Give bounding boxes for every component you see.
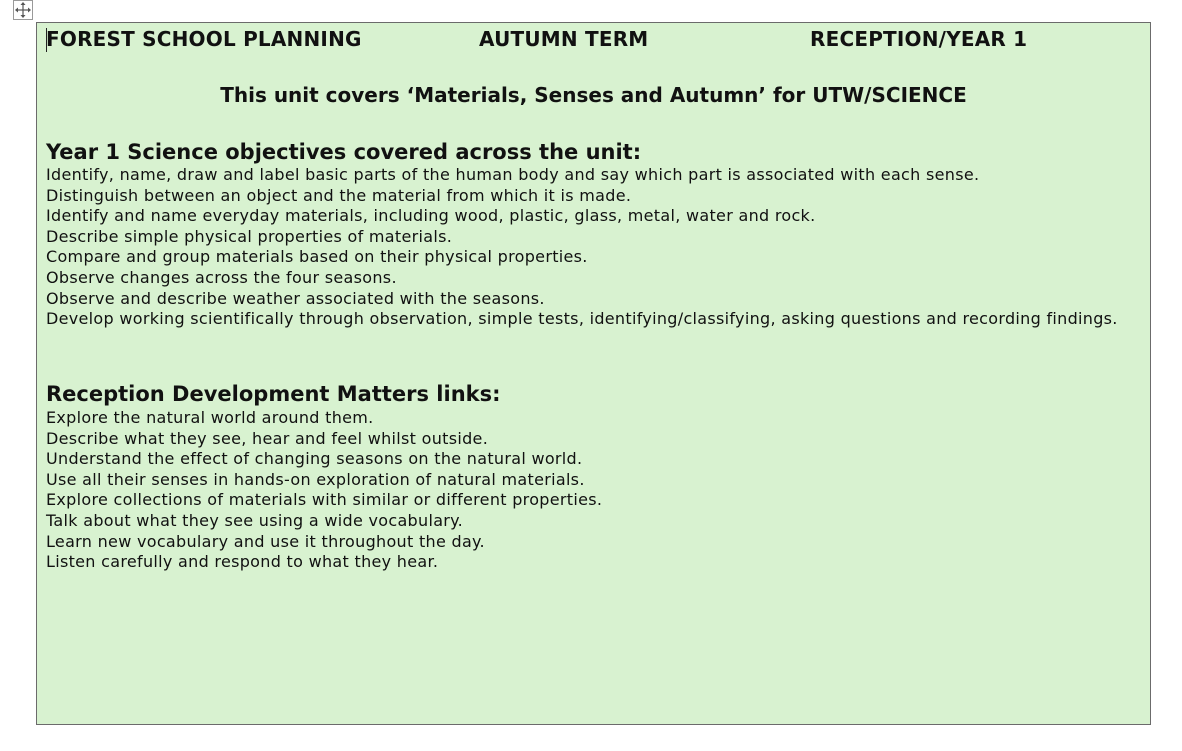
- list-item: Describe simple physical properties of materials.: [46, 226, 453, 246]
- header-year-group: RECEPTION/YEAR 1: [810, 27, 1028, 51]
- list-item: Learn new vocabulary and use it throughout the day.: [46, 531, 485, 551]
- list-item: Distinguish between an object and the material from which it is made.: [46, 185, 632, 205]
- list-item: Compare and group materials based on their physical properties.: [46, 247, 588, 267]
- list-item: Develop working scientifically through observation, simple tests, identifying/classifying, asking questions and recording findings.: [46, 309, 1118, 329]
- list-item: Identify and name everyday materials, including wood, plastic, glass, metal, water and rock.: [46, 206, 816, 226]
- list-item: Explore the natural world around them.: [46, 408, 374, 427]
- list-item: Identify, name, draw and label basic parts of the human body and say which part is associated with each sense.: [46, 165, 980, 184]
- header-title: FOREST SCHOOL PLANNING: [46, 27, 362, 51]
- list-item: Observe and describe weather associated with the seasons.: [46, 288, 545, 308]
- planning-header: [46, 27, 1141, 53]
- reception-links-list: [46, 408, 1131, 573]
- reception-links-heading: Reception Development Matters links:: [46, 382, 501, 406]
- list-item: Understand the effect of changing seasons on the natural world.: [46, 449, 583, 469]
- list-item: Observe changes across the four seasons.: [46, 267, 397, 287]
- science-objectives-list: [46, 165, 1131, 330]
- list-item: Use all their senses in hands-on exploration of natural materials.: [46, 469, 585, 489]
- list-item: Listen carefully and respond to what they hear.: [46, 552, 439, 572]
- list-item: Describe what they see, hear and feel whilst outside.: [46, 428, 489, 448]
- planning-table-cell[interactable]: [36, 22, 1151, 725]
- science-objectives-heading: Year 1 Science objectives covered across the unit:: [46, 140, 642, 164]
- list-item: Talk about what they see using a wide vocabulary.: [46, 510, 464, 530]
- table-move-handle-icon[interactable]: [13, 0, 33, 20]
- unit-summary: This unit covers ‘Materials, Senses and Autumn’ for UTW/SCIENCE: [220, 83, 967, 107]
- header-term: AUTUMN TERM: [479, 27, 649, 51]
- list-item: Explore collections of materials with similar or different properties.: [46, 490, 603, 510]
